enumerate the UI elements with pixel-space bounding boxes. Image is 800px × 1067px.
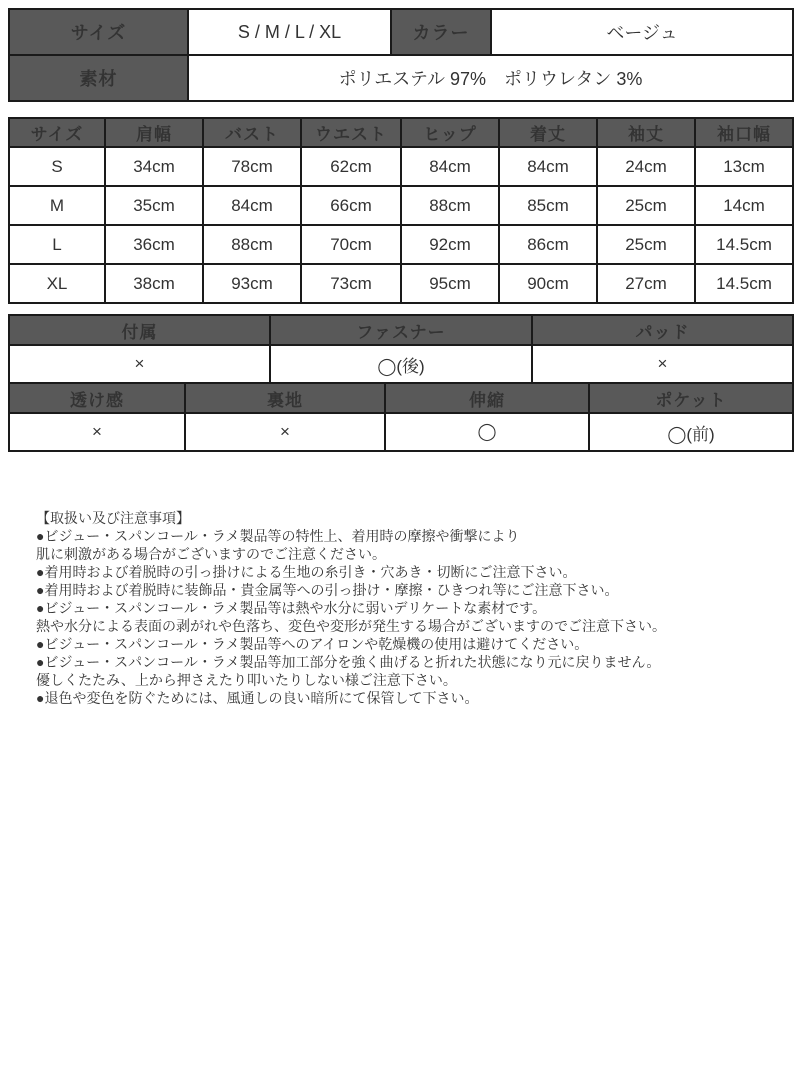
feature-value-cell: ◯: [385, 413, 589, 451]
column-header: 袖口幅: [695, 118, 793, 147]
feature-value-cell: ×: [532, 345, 793, 383]
care-note-line: ●ビジュー・スパンコール・ラメ製品等は熱や水分に弱いデリケートな素材です。: [36, 600, 547, 616]
spacer: [8, 304, 792, 314]
measurement-cell: 86cm: [499, 225, 597, 264]
material-value-cell: ポリエステル 97% ポリウレタン 3%: [188, 55, 793, 101]
measurement-cell: 13cm: [695, 147, 793, 186]
size-name-cell: XL: [9, 264, 105, 303]
features-header-row: [9, 383, 793, 413]
size-value-cell: S / M / L / XL: [188, 9, 391, 55]
column-header: 着丈: [499, 118, 597, 147]
table-row: [9, 225, 793, 264]
column-header: ファスナー: [270, 315, 532, 345]
material-label-cell: 素材: [9, 55, 188, 101]
care-note-line: ●ビジュー・スパンコール・ラメ製品等へのアイロンや乾燥機の使用は避けてください。: [36, 636, 589, 652]
measurement-cell: 14cm: [695, 186, 793, 225]
measurement-cell: 73cm: [301, 264, 401, 303]
measurement-cell: 34cm: [105, 147, 203, 186]
column-header: サイズ: [9, 118, 105, 147]
care-note-line: 優しくたたみ、上から押さえたり叩いたりしない様ご注意下さい。: [36, 672, 457, 688]
measurement-cell: 35cm: [105, 186, 203, 225]
measurement-cell: 36cm: [105, 225, 203, 264]
feature-value-cell: ◯(前): [589, 413, 793, 451]
column-header: ポケット: [589, 383, 793, 413]
table-row: [9, 9, 793, 55]
column-header: バスト: [203, 118, 301, 147]
measurement-cell: 84cm: [203, 186, 301, 225]
care-notes-title: 【取扱い及び注意事項】: [36, 510, 190, 526]
measurement-cell: 88cm: [203, 225, 301, 264]
care-note-line: 熱や水分による表面の剥がれや色落ち、変色や変形が発生する場合がございますのでご注意下さい。: [36, 618, 666, 634]
measurement-cell: 70cm: [301, 225, 401, 264]
measurement-cell: 27cm: [597, 264, 695, 303]
column-header: パッド: [532, 315, 793, 345]
features-table-2: [8, 382, 794, 452]
table-row: [9, 186, 793, 225]
care-notes: [8, 509, 792, 707]
measurements-table: [8, 117, 794, 304]
feature-value-cell: ×: [9, 345, 270, 383]
size-name-cell: L: [9, 225, 105, 264]
column-header: 肩幅: [105, 118, 203, 147]
features-header-row: [9, 315, 793, 345]
table-row: [9, 264, 793, 303]
table-row: [9, 345, 793, 383]
measurement-cell: 85cm: [499, 186, 597, 225]
measurement-cell: 62cm: [301, 147, 401, 186]
care-note-line: ●ビジュー・スパンコール・ラメ製品等の特性上、着用時の摩擦や衝撃により: [36, 528, 520, 544]
measurements-header-row: [9, 118, 793, 147]
measurement-cell: 25cm: [597, 186, 695, 225]
product-info-table: [8, 8, 794, 102]
table-row: [9, 147, 793, 186]
care-note-line: ●ビジュー・スパンコール・ラメ製品等加工部分を強く曲げると折れた状態になり元に戻りません。: [36, 654, 661, 670]
measurement-cell: 25cm: [597, 225, 695, 264]
measurement-cell: 78cm: [203, 147, 301, 186]
measurement-cell: 84cm: [401, 147, 499, 186]
size-name-cell: M: [9, 186, 105, 225]
measurement-cell: 66cm: [301, 186, 401, 225]
care-note-line: 肌に刺激がある場合がございますのでご注意ください。: [36, 546, 386, 562]
size-name-cell: S: [9, 147, 105, 186]
measurement-cell: 92cm: [401, 225, 499, 264]
care-note-line: ●着用時および着脱時に装飾品・貴金属等への引っ掛け・摩擦・ひきつれ等にご注意下さい。: [36, 582, 619, 598]
color-label-cell: カラー: [391, 9, 491, 55]
column-header: 裏地: [185, 383, 385, 413]
measurement-cell: 88cm: [401, 186, 499, 225]
spacer: [8, 102, 792, 117]
color-value-cell: ベージュ: [491, 9, 793, 55]
measurement-cell: 14.5cm: [695, 264, 793, 303]
measurement-cell: 93cm: [203, 264, 301, 303]
feature-value-cell: ◯(後): [270, 345, 532, 383]
column-header: 袖丈: [597, 118, 695, 147]
measurement-cell: 84cm: [499, 147, 597, 186]
column-header: ヒップ: [401, 118, 499, 147]
care-note-line: ●退色や変色を防ぐためには、風通しの良い暗所にて保管して下さい。: [36, 690, 479, 706]
column-header: 伸縮: [385, 383, 589, 413]
feature-value-cell: ×: [185, 413, 385, 451]
table-row: [9, 413, 793, 451]
measurement-cell: 38cm: [105, 264, 203, 303]
measurement-cell: 14.5cm: [695, 225, 793, 264]
column-header: ウエスト: [301, 118, 401, 147]
care-note-line: ●着用時および着脱時の引っ掛けによる生地の糸引き・穴あき・切断にご注意下さい。: [36, 564, 577, 580]
features-table-1: [8, 314, 794, 384]
feature-value-cell: ×: [9, 413, 185, 451]
measurement-cell: 24cm: [597, 147, 695, 186]
table-row: [9, 55, 793, 101]
column-header: 付属: [9, 315, 270, 345]
measurement-cell: 90cm: [499, 264, 597, 303]
size-label-cell: サイズ: [9, 9, 188, 55]
measurement-cell: 95cm: [401, 264, 499, 303]
column-header: 透け感: [9, 383, 185, 413]
